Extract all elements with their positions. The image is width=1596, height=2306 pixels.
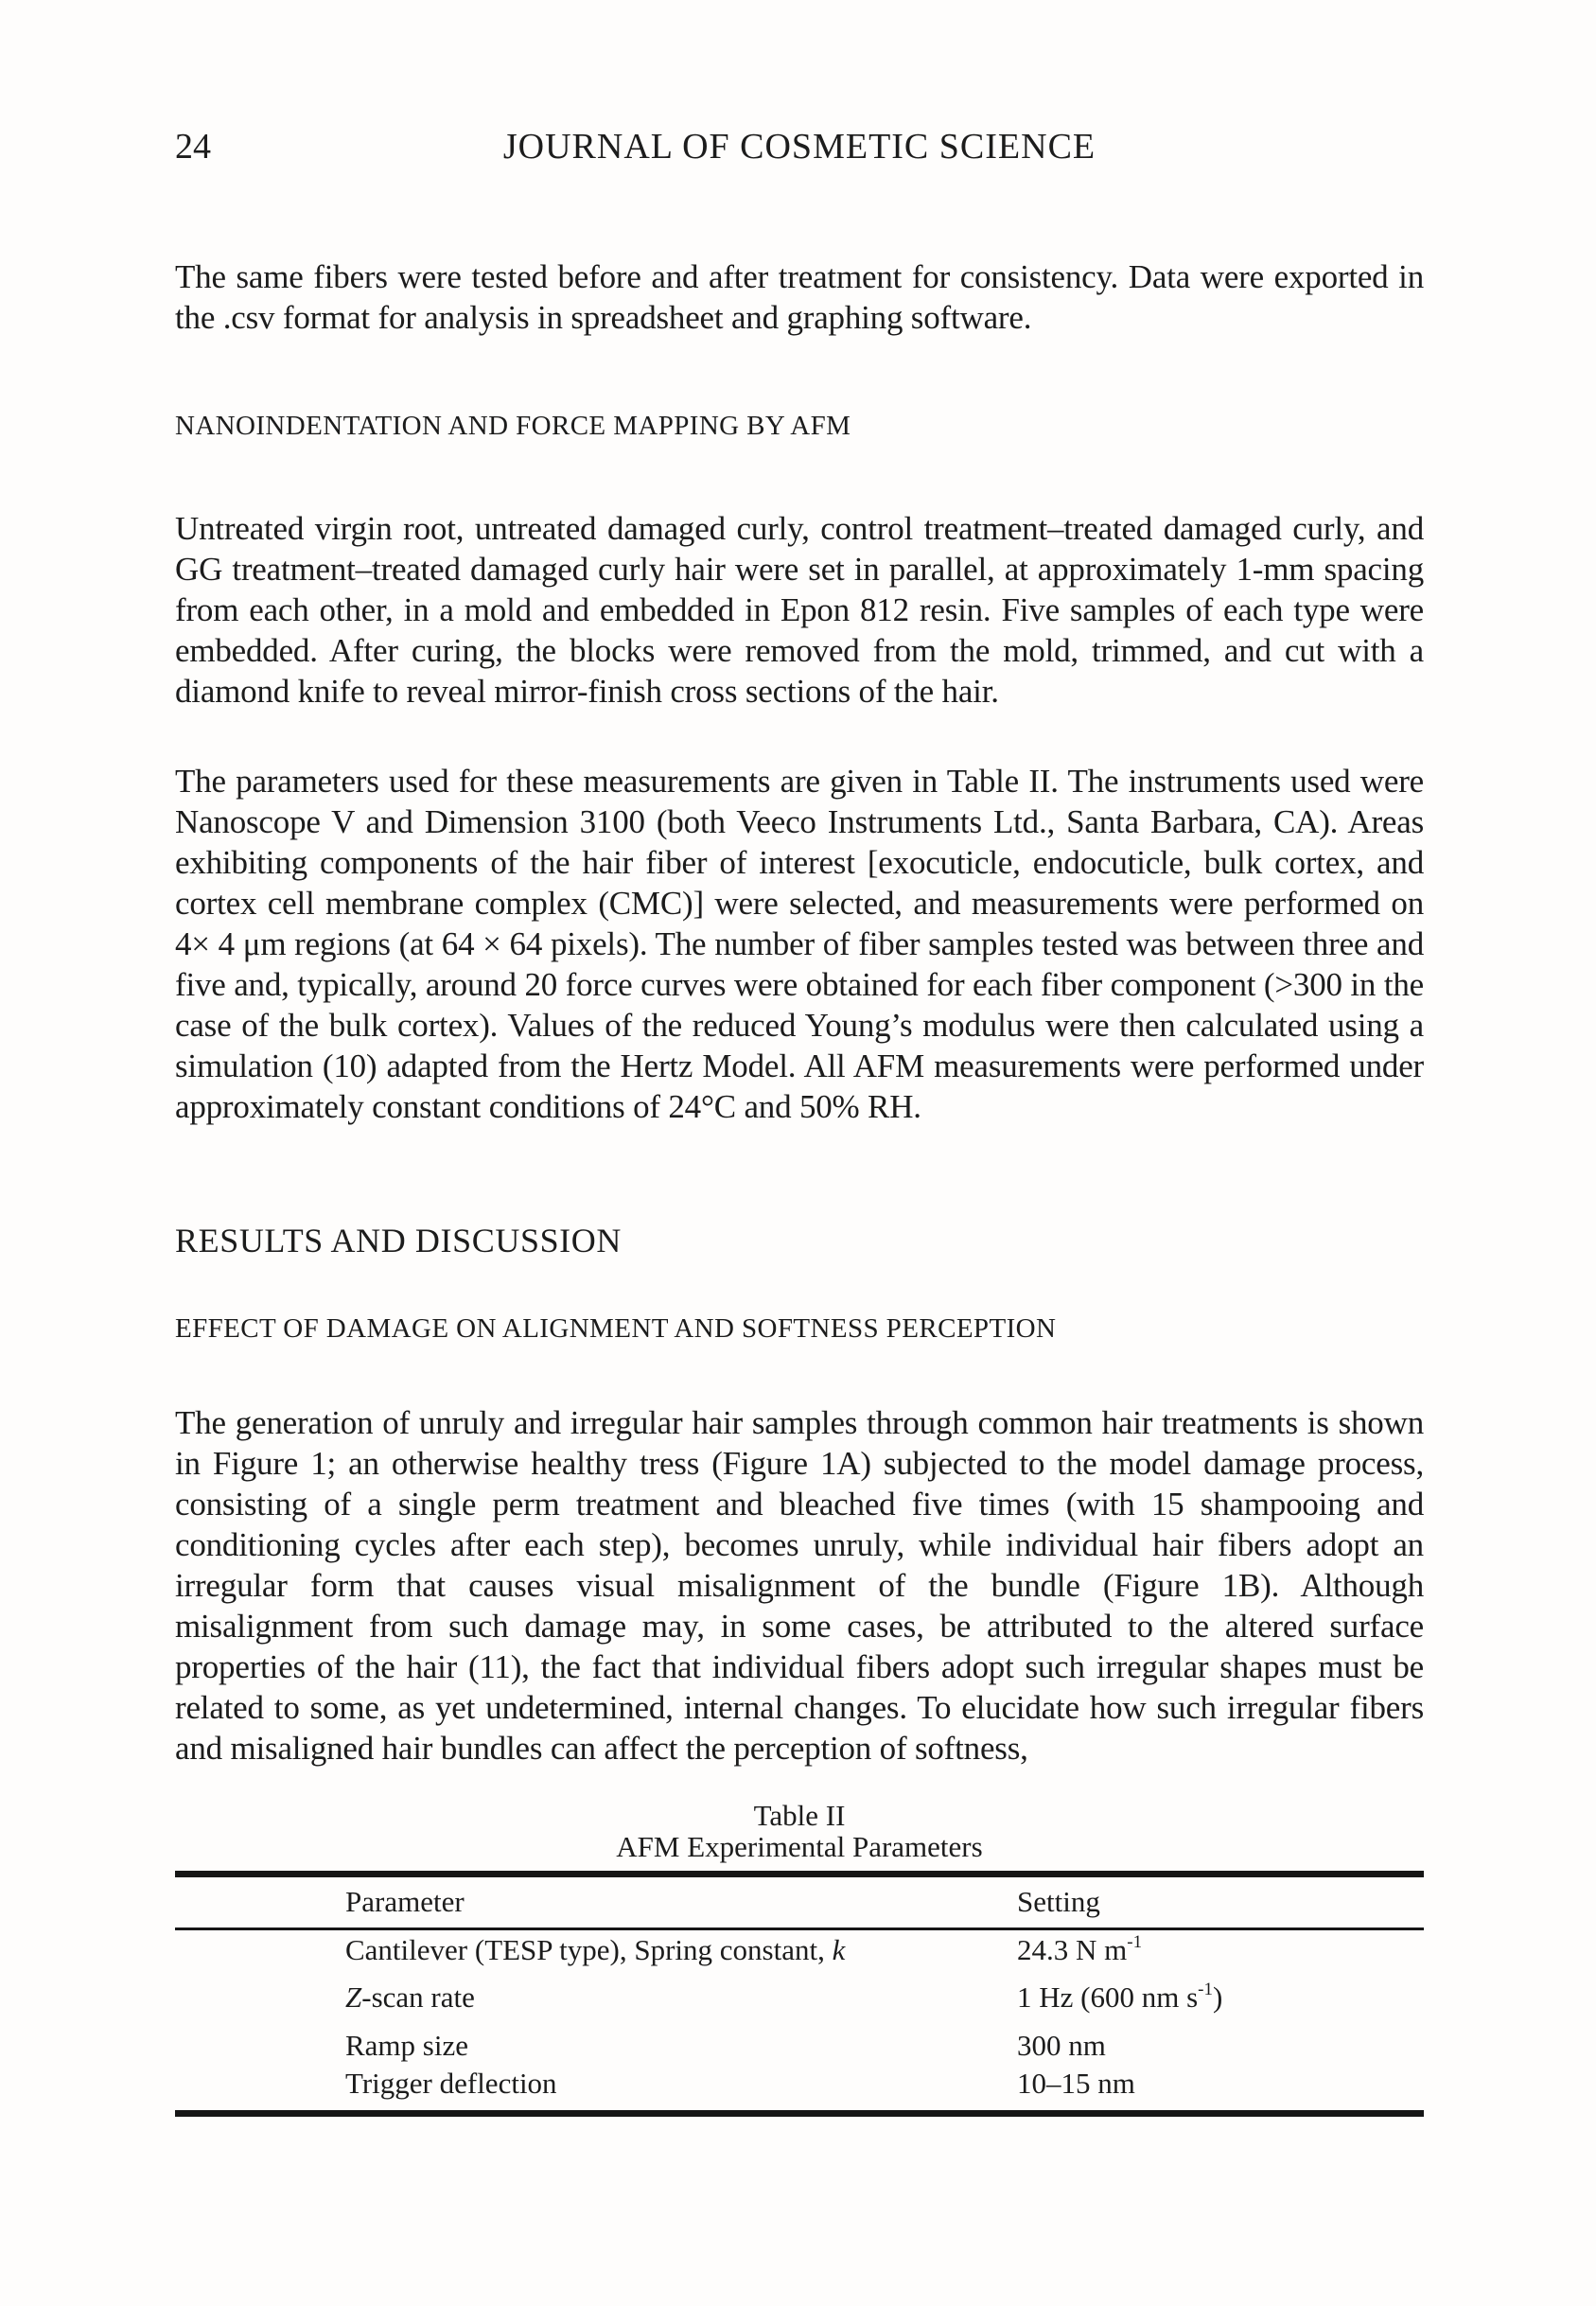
setting-value: 10–15 nm bbox=[1017, 2067, 1135, 2100]
parameter-symbol: Z bbox=[345, 1980, 362, 2014]
setting-cell bbox=[1017, 2029, 1424, 2063]
table-row-trigger-deflection bbox=[175, 2067, 1424, 2101]
paragraph-afm-parameters: The parameters used for these measurements are given in Table II. The instruments used were Nanoscope V and Dimension 3100 (both Veeco Instruments Ltd., Santa Barbara, CA). Areas exhibiting components of the hair fiber of interest [exocuticle, endocuticle, bulk cortex, and cortex cell membrane complex (CMC)] were selected, and measurements were performed on 4× 4 μm regions (at 64 × 64 pixels). The number of fiber samples tested was between three and five and, typically, around 20 force curves were obtained for each fiber component (>300 in the case of the bulk cortex). Values of the reduced Young’s modulus were then calculated using a simulation (10) adapted from the Hertz Model. All AFM measurements were performed under approximately constant conditions of 24°C and 50% RH. bbox=[175, 763, 1424, 1125]
paragraph-intro: The same fibers were tested before and after treatment for consistency. Data were exported in the .csv format for analysis in spreadsheet and graphing software. bbox=[175, 258, 1424, 336]
column-header-parameter: Parameter bbox=[345, 1885, 465, 1918]
table-rule-top bbox=[175, 1871, 1424, 1877]
table-rule-bottom bbox=[175, 2110, 1424, 2117]
subheading-effect-of-damage: EFFECT OF DAMAGE ON ALIGNMENT AND SOFTNESS PERCEPTION bbox=[175, 1313, 1057, 1344]
page-number: 24 bbox=[175, 127, 211, 167]
parameter-symbol: k bbox=[832, 1933, 846, 1966]
setting-value: 300 nm bbox=[1017, 2029, 1106, 2062]
running-head bbox=[175, 126, 1424, 167]
setting-cell bbox=[1017, 2067, 1424, 2101]
parameter-cell bbox=[345, 2029, 1017, 2063]
table-header-row bbox=[175, 1885, 1424, 1919]
setting-value: 1 Hz (600 nm s bbox=[1017, 1980, 1199, 2014]
section-heading-results-discussion: RESULTS AND DISCUSSION bbox=[175, 1222, 622, 1259]
table-caption bbox=[175, 1800, 1424, 1862]
parameter-cell bbox=[345, 1980, 1017, 2015]
parameter-text: Cantilever (TESP type), Spring constant, bbox=[345, 1933, 833, 1966]
parameter-text-post: -scan rate bbox=[361, 1980, 475, 2014]
table-row-zscan-rate bbox=[175, 1980, 1424, 2015]
table-caption-title: Table II bbox=[753, 1799, 846, 1832]
setting-cell: 24.3 N m-1 bbox=[1017, 1932, 1143, 1966]
paragraph-damage-discussion: The generation of unruly and irregular hair samples through common hair treatments is shown in Figure 1; an otherwise healthy tress (Figure 1A) subjected to the model damage process, consisting of a single perm treatment and bleached five times (with 15 shampooing and conditioning cycles after each step), becomes unruly, while individual hair fibers adopt an irregular form that causes visual misalignment of the bundle (Figure 1B). Although misalignment from such damage may, in some cases, be attributed to the altered surface properties of the hair (11), the fact that individual fibers adopt such irregular shapes must be related to some, as yet undetermined, internal changes. To elucidate how such irregular fibers and misaligned hair bundles can affect the perception of softness, bbox=[175, 1404, 1424, 1767]
table-rule-header bbox=[175, 1928, 1424, 1930]
setting-value: 24.3 N m bbox=[1017, 1933, 1128, 1966]
table-row-ramp-size bbox=[175, 2029, 1424, 2063]
parameter-text: Ramp size bbox=[345, 2029, 468, 2062]
afm-parameters-table bbox=[175, 1871, 1424, 2117]
column-header-setting: Setting bbox=[1017, 1885, 1100, 1918]
table-caption-subtitle: AFM Experimental Parameters bbox=[616, 1830, 983, 1863]
setting-value-post: ) bbox=[1212, 1980, 1223, 2014]
setting-cell: 1 Hz (600 nm s-1) bbox=[1017, 1980, 1223, 2014]
table-row-cantilever bbox=[175, 1933, 1424, 1967]
parameter-cell bbox=[345, 1933, 1017, 1967]
parameter-text: Trigger deflection bbox=[345, 2067, 557, 2100]
section-heading-nanoindentation: NANOINDENTATION AND FORCE MAPPING BY AFM bbox=[175, 411, 851, 441]
paragraph-sample-preparation: Untreated virgin root, untreated damaged curly, control treatment–treated damaged curly, and GG treatment–treated damaged curly hair were set in parallel, at approximately 1-mm spacing from each other, in a mold and embedded in Epon 812 resin. Five samples of each type were embedded. After curing, the blocks were removed from the mold, trimmed, and cut with a diamond knife to reveal mirror-finish cross sections of the hair. bbox=[175, 510, 1424, 710]
journal-title: JOURNAL OF COSMETIC SCIENCE bbox=[502, 127, 1096, 167]
parameter-cell bbox=[345, 2067, 1017, 2101]
